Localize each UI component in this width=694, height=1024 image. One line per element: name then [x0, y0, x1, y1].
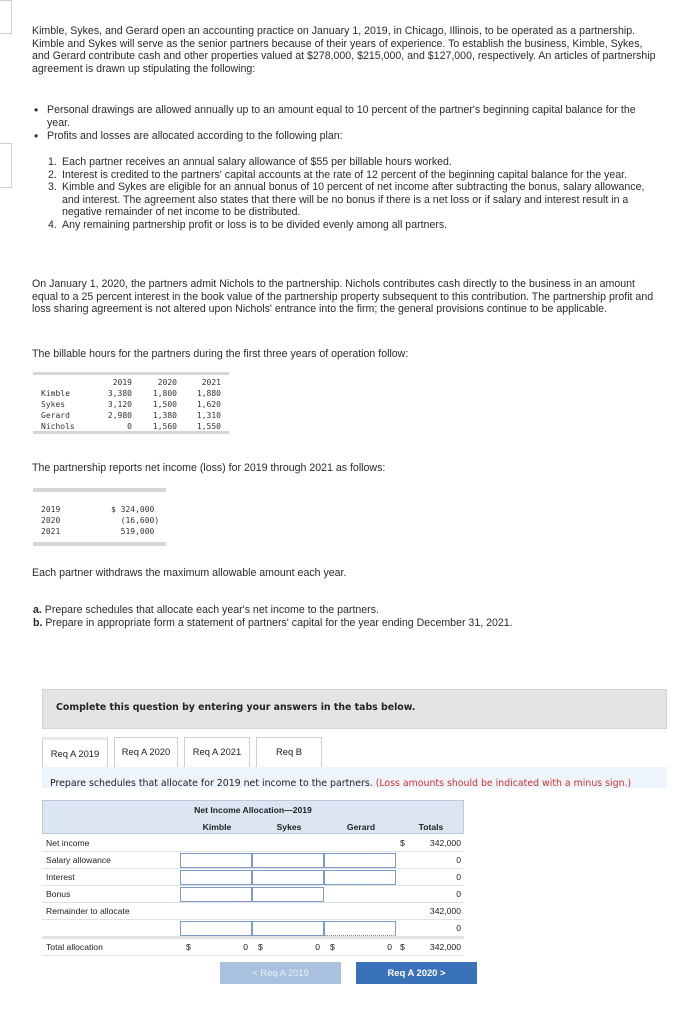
total-value: 342,000 — [429, 838, 461, 848]
total-value: 0 — [456, 889, 461, 899]
table-row: Bonus 0 — [42, 886, 464, 903]
allocation-plan — [48, 156, 658, 232]
hours-row: Kimble 3,380 1,800 1,880 — [41, 389, 221, 398]
bullet-drawings: • Personal drawings are allowed annually up to an amount equal to 10 percent of the partner's beginning capital balance for the year. — [32, 104, 658, 129]
plan-item: 1. Each partner receives an annual salary allowance of $55 per billable hours worked. — [48, 156, 452, 168]
net-income-row: 2021 519,000 — [41, 527, 155, 536]
sykes-total: 0 — [315, 942, 320, 952]
tab-req-a-2020[interactable]: Req A 2020 — [114, 737, 178, 767]
agreement-bullets — [32, 104, 658, 144]
sykes-salary-input[interactable] — [252, 853, 324, 868]
total-value: 0 — [456, 872, 461, 882]
kimble-salary-input[interactable] — [180, 853, 252, 868]
column-header: Totals — [418, 822, 444, 832]
instruction-text: Prepare schedules that allocate for 2019 net income to the partners. (Loss amounts should be indicated with a minus sign.) — [50, 778, 632, 789]
left-edge-tab — [0, 143, 12, 188]
table-row: Salary allowance 0 — [42, 852, 464, 869]
table-row: Interest 0 — [42, 869, 464, 886]
tab-req-b[interactable]: Req B — [256, 737, 322, 767]
task-a: a. Prepare schedules that allocate each year's net income to the partners. — [33, 604, 379, 616]
plan-item: 4. Any remaining partnership profit or loss is to be divided evenly among all partners. — [48, 218, 448, 231]
gerard-total: 0 — [387, 942, 392, 952]
bullet-profits: • Profits and losses are allocated according to the following plan: — [32, 130, 658, 143]
intro-paragraph: Kimble, Sykes, and Gerard open an accounting practice on January 1, 2019, in Chicago, Illinois, to be operated as a partnership. Kimble and Sykes will serve as the senior partners because of their years of experience. To establish the business, Kimble, Sykes, and Gerard contribute cash and other properties valued at $278,000, $215,000, and $127,000, respectively. An articles of partnership agreement is drawn up stipulating the following: — [32, 25, 656, 75]
net-income-intro: The partnership reports net income (loss) for 2019 through 2021 as follows: — [32, 462, 386, 474]
table-row-total: Total allocation $ 0 $ 0 $ 0 $ 342,000 — [42, 939, 464, 956]
task-b: b. Prepare in appropriate form a statement of partners' capital for the year ending December 31, 2021. — [33, 616, 513, 629]
table-row: Remainder to allocate 342,000 — [42, 903, 464, 920]
column-header: Kimble — [202, 822, 232, 832]
column-header: Gerard — [346, 822, 376, 832]
table-row: Net income $ 342,000 — [42, 835, 464, 852]
net-income-table — [33, 488, 166, 546]
withdrawal-note: Each partner withdraws the maximum allowable amount each year. — [32, 567, 347, 579]
hours-header-row: 2019 2020 2021 — [112, 378, 221, 387]
table-header — [42, 800, 464, 834]
sykes-remainder-input[interactable] — [252, 921, 324, 936]
column-header: Sykes — [276, 822, 302, 832]
hours-intro: The billable hours for the partners during the first three years of operation follow: — [32, 348, 409, 360]
table-row — [42, 920, 464, 937]
question-panel — [42, 689, 667, 729]
gerard-remainder-input[interactable] — [324, 921, 396, 936]
plan-item: 2. Interest is credited to the partners' capital accounts at the rate of 12 percent of the beginning capital balance for the year. — [48, 168, 628, 181]
panel-title: Complete this question by entering your answers in the tabs below. — [56, 702, 416, 713]
kimble-remainder-input[interactable] — [180, 921, 252, 936]
tab-req-a-2019[interactable]: Req A 2019 — [42, 737, 108, 767]
plan-item: 3. Kimble and Sykes are eligible for an annual bonus of 10 percent of net income after subtracting the bonus, salary allowance, and interest. The agreement also states that there will be no bonus if there is a net loss or if salary and interest result in a negative remainder of net income to be distributed. — [48, 181, 645, 219]
hours-row: Nichols 0 1,560 1,550 — [41, 422, 221, 431]
kimble-total: 0 — [243, 942, 248, 952]
total-value: 0 — [456, 923, 461, 933]
total-value: 0 — [456, 855, 461, 865]
net-income-row: 2019 $ 324,000 — [41, 505, 155, 514]
sykes-bonus-input[interactable] — [252, 887, 324, 902]
next-req-button[interactable]: Req A 2020 > — [356, 962, 477, 984]
total-value: 342,000 — [429, 942, 461, 952]
kimble-interest-input[interactable] — [180, 870, 252, 885]
net-income-row: 2020 (16,600) — [41, 516, 160, 525]
hours-row: Sykes 3,120 1,500 1,620 — [41, 400, 221, 409]
tab-req-a-2021[interactable]: Req A 2021 — [184, 737, 250, 767]
gerard-salary-input[interactable] — [324, 853, 396, 868]
task-list — [33, 604, 513, 629]
prev-req-button[interactable]: < Req A 2019 — [220, 962, 341, 984]
sykes-interest-input[interactable] — [252, 870, 324, 885]
kimble-bonus-input[interactable] — [180, 887, 252, 902]
hours-row: Gerard 2,980 1,380 1,310 — [41, 411, 221, 420]
admission-paragraph: On January 1, 2020, the partners admit Nichols to the partnership. Nichols contributes cash directly to the business in an amount equal to a 25 percent interest in the book value of the partnership property subsequent to this contribution. The partnership profit and loss sharing agreement is not altered upon Nichols' entrance into the firm; the general provisions continue to be applicable. — [32, 278, 654, 316]
billable-hours-table — [33, 372, 229, 434]
left-edge-tab — [0, 0, 12, 34]
gerard-interest-input[interactable] — [324, 870, 396, 885]
total-value: 342,000 — [429, 906, 461, 916]
table-caption: Net Income Allocation—2019 — [194, 805, 312, 815]
